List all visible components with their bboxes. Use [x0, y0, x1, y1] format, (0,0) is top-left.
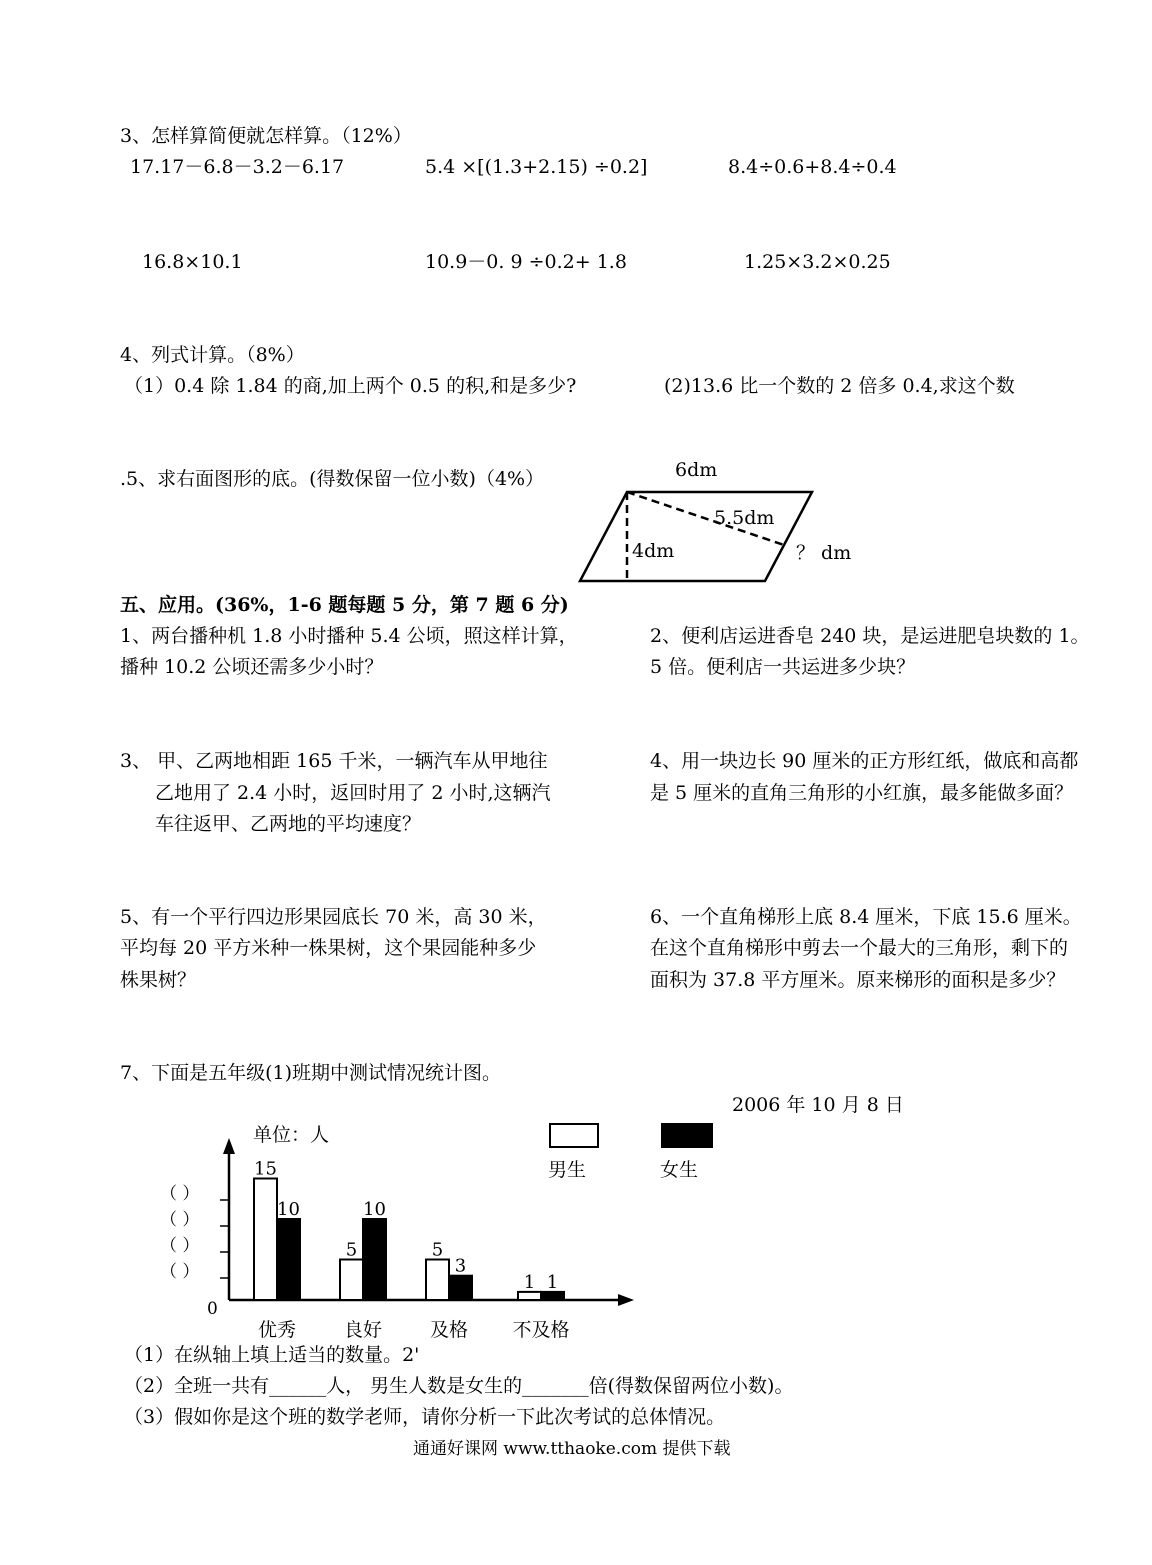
data-label-girls-3: 3 — [454, 1255, 467, 1277]
legend-swatch-boys — [550, 1124, 598, 1147]
q3-expr-6: 1.25×3.2×0.25 — [744, 251, 891, 273]
q3-expr-1: 17.17－6.8－3.2－6.17 — [130, 156, 345, 178]
y-tick-label-3: （ ） — [160, 1236, 200, 1256]
q3-title: 3、怎样算简便就怎样算。（12%） — [120, 125, 412, 147]
problem-3-line-2: 乙地用了 2.4 小时，返回时用了 2 小时,这辆汽 — [155, 782, 551, 804]
q3-expr-3: 8.4÷0.6+8.4÷0.4 — [728, 156, 897, 178]
category-label-2: 良好 — [343, 1319, 383, 1341]
problem-6-line-2: 在这个直角梯形中剪去一个最大的三角形，剩下的 — [650, 937, 1069, 959]
bar-girls-3 — [449, 1276, 472, 1300]
y-tick-label-1: （ ） — [160, 1184, 200, 1204]
data-label-boys-3: 5 — [431, 1239, 444, 1261]
legend-label-boys: 男生 — [548, 1159, 587, 1181]
bar-girls-2 — [363, 1219, 386, 1300]
problem-2-line-2: 5 倍。便利店一共运进多少块？ — [650, 656, 916, 678]
bar-girls-1 — [277, 1219, 300, 1300]
problem-3-line-1: 3、 甲、乙两地相距 165 千米，一辆汽车从甲地往 — [120, 750, 548, 772]
legend-swatch-girls — [662, 1124, 712, 1147]
q5-title: .5、求右面图形的底。(得数保留一位小数)（4%） — [120, 468, 545, 490]
problem-5-line-3: 株果树？ — [120, 969, 197, 991]
problem-7-sub-2: （2）全班一共有______人， 男生人数是女生的_______倍(得数保留两位小数)。 — [124, 1375, 794, 1397]
q3-expr-2: 5.4 ×[(1.3+2.15) ÷0.2] — [425, 156, 648, 178]
problem-2-line-1: 2、便利店运进香皂 240 块，是运进肥皂块数的 1。 — [650, 625, 1090, 647]
problem-6-line-3: 面积为 37.8 平方厘米。原来梯形的面积是多少？ — [650, 969, 1066, 991]
problem-7-sub-1: （1）在纵轴上填上适当的数量。2' — [124, 1344, 420, 1366]
problem-1-line-2: 播种 10.2 公顷还需多少小时？ — [120, 656, 384, 678]
bar-boys-1 — [254, 1179, 277, 1301]
data-label-girls-4: 1 — [546, 1271, 559, 1293]
q3-expr-4: 16.8×10.1 — [142, 251, 243, 273]
label-height-4dm: 4dm — [632, 540, 675, 562]
problem-1-line-1: 1、两台播种机 1.8 小时播种 5.4 公顷，照这样计算， — [120, 625, 578, 647]
data-label-girls-1: 10 — [277, 1199, 300, 1220]
category-label-3: 及格 — [429, 1319, 469, 1341]
bar-boys-2 — [340, 1260, 363, 1301]
data-label-boys-4: 1 — [523, 1271, 536, 1293]
category-label-1: 优秀 — [257, 1319, 297, 1341]
q4-item-1: （1）0.4 除 1.84 的商,加上两个 0.5 的积,和是多少? — [124, 375, 577, 397]
y-tick-label-2: （ ） — [160, 1210, 200, 1230]
problem-6-line-1: 6、一个直角梯形上底 8.4 厘米，下底 15.6 厘米。 — [650, 906, 1082, 928]
data-label-girls-2: 10 — [363, 1199, 386, 1220]
y-origin-label: 0 — [207, 1299, 218, 1319]
bar-girls-4 — [541, 1292, 564, 1300]
q4-title: 4、列式计算。（8%） — [120, 344, 305, 366]
legend-label-girls: 女生 — [660, 1159, 699, 1181]
q3-expr-5: 10.9－0. 9 ÷0.2+ 1.8 — [425, 251, 627, 273]
problem-4-line-1: 4、用一块边长 90 厘米的正方形红纸，做底和高都 — [650, 750, 1079, 772]
problem-5-line-1: 5、有一个平行四边形果园底长 70 米，高 30 米， — [120, 906, 547, 928]
data-label-boys-2: 5 — [345, 1239, 358, 1261]
chart-unit: 单位：人 — [253, 1124, 330, 1146]
chart-date: 2006 年 10 月 8 日 — [732, 1094, 904, 1116]
label-top-6dm: 6dm — [675, 459, 718, 481]
section5-title: 五、应用。(36%，1-6 题每题 5 分，第 7 题 6 分) — [120, 594, 569, 616]
problem-7-title: 7、下面是五年级(1)班期中测试情况统计图。 — [120, 1062, 502, 1084]
bar-boys-4 — [518, 1292, 541, 1300]
x-axis-arrow — [618, 1294, 634, 1306]
problem-4-line-2: 是 5 厘米的直角三角形的小红旗，最多能做多面？ — [650, 782, 1074, 804]
y-tick-label-4: （ ） — [160, 1262, 200, 1282]
problem-5-line-2: 平均每 20 平方米种一株果树，这个果园能种多少 — [120, 937, 537, 959]
label-side-unknown: ？ dm — [796, 542, 852, 564]
problem-3-line-3: 车往返甲、乙两地的平均速度？ — [155, 813, 422, 835]
category-label-4: 不及格 — [512, 1319, 570, 1341]
label-diag-5-5dm: 5.5dm — [714, 507, 775, 529]
footer-text: 通通好课网 www.tthaoke.com 提供下载 — [413, 1439, 731, 1459]
q4-item-2: (2)13.6 比一个数的 2 倍多 0.4,求这个数 — [664, 375, 1015, 397]
data-label-boys-1: 15 — [254, 1158, 277, 1180]
bar-boys-3 — [426, 1260, 449, 1301]
problem-7-sub-3: （3）假如你是这个班的数学老师，请你分析一下此次考试的总体情况。 — [124, 1406, 726, 1428]
y-axis-arrow — [223, 1138, 235, 1154]
